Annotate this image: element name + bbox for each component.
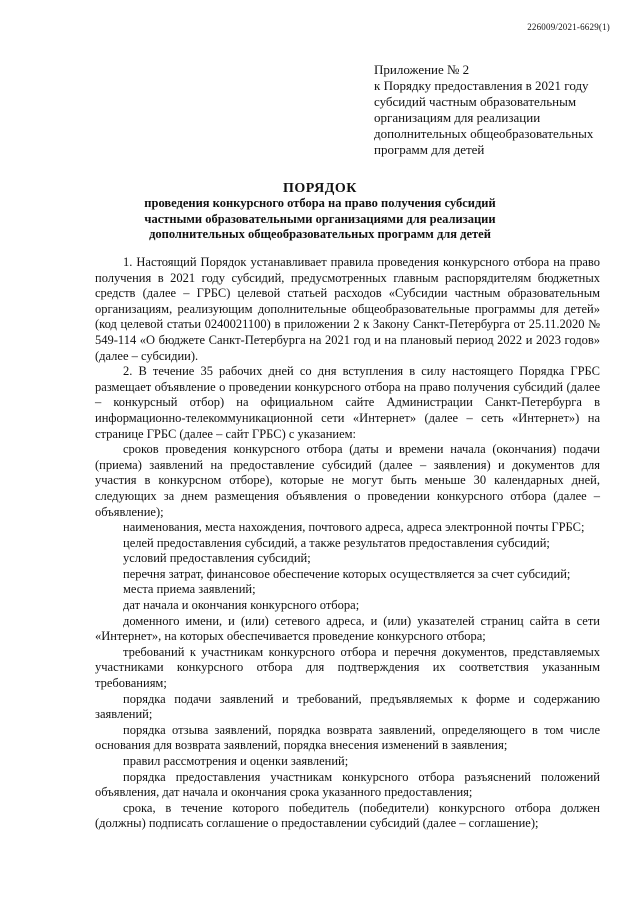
paragraph: перечня затрат, финансовое обеспечение которых осуществляется за счет субсидий; — [123, 566, 571, 581]
subtitle-line: частными образовательными организациями для реализации — [144, 211, 496, 226]
document-subtitle — [110, 196, 530, 243]
paragraph: условий предоставления субсидий; — [123, 551, 311, 566]
document-title: ПОРЯДОК — [283, 181, 357, 196]
appendix-line: организациям для реализации — [374, 110, 541, 125]
subtitle-line: проведения конкурсного отбора на право получения субсидий — [144, 196, 496, 210]
paragraph: требований к участникам конкурсного отбора и перечня документов, представляемых участниками конкурсного отбора для подтверждения их соответствия указанным требованиям; — [95, 644, 600, 691]
paragraph: порядка отзыва заявлений, порядка возврата заявлений, определяющего в том числе основания для возврата заявлений, порядка внесения изменений в заявления; — [95, 722, 600, 753]
paragraph: срока, в течение которого победитель (победители) конкурсного отбора должен (должны) подписать соглашение о предоставлении субсидий (далее – соглашение); — [95, 800, 600, 831]
paragraph: порядка подачи заявлений и требований, предъявляемых к форме и содержанию заявлений; — [95, 691, 600, 722]
appendix-line: к Порядку предоставления в 2021 году — [374, 78, 589, 93]
paragraph: 1. Настоящий Порядок устанавливает правила проведения конкурсного отбора на право получения в 2021 году субсидий, предусмотренных главным распорядителям бюджетных средств (далее – ГРБС) целевой статьей расходов «Субсидии частным образовательным организациям, реализующим дополнительные общеобразовательные программы для детей» (код целевой статьи 0240021100) в приложении 2 к Закону Санкт-Петербурга от 25.11.2020 № 549-114 «О бюджете Санкт-Петербурга на 2021 год и на плановый период 2022 и 2023 годов» (далее – субсидии). — [95, 255, 600, 363]
appendix-line: дополнительных общеобразовательных — [374, 126, 594, 141]
paragraph: правил рассмотрения и оценки заявлений; — [123, 754, 349, 768]
appendix-line: субсидий частным образовательным — [374, 94, 577, 109]
appendix-block — [374, 62, 614, 158]
paragraph: дат начала и окончания конкурсного отбора; — [123, 598, 360, 613]
document-body — [95, 255, 600, 832]
paragraph: 2. В течение 35 рабочих дней со дня вступления в силу настоящего Порядка ГРБС размещает объявление о проведении конкурсного отбора на право получения субсидий (далее – конкурсный отбор) на официальном сайте Администрации Санкт-Петербурга в информационно-телекоммуникационной сети «Интернет» (далее – сеть «Интернет») на странице ГРБС (далее – сайт ГРБС) с указанием: — [95, 364, 600, 441]
paragraph: сроков проведения конкурсного отбора (даты и времени начала (окончания) подачи (приема) заявлений на предоставление субсидий (далее – заявления) и документов для участия в конкурсном отборе), которые не могут быть меньше 30 календарных дней, следующих за днем размещения объявления о проведении конкурсного отбора (далее – объявление); — [95, 442, 600, 519]
appendix-line: программ для детей — [374, 142, 485, 157]
paragraph: доменного имени, и (или) сетевого адреса, и (или) указателей страниц сайта в сети «Интернет», на которых обеспечивается проведение конкурсного отбора; — [95, 613, 600, 644]
appendix-line: Приложение № 2 — [374, 62, 470, 77]
subtitle-line: дополнительных общеобразовательных программ для детей — [149, 227, 491, 241]
paragraph: порядка предоставления участникам конкурсного отбора разъяснений положений объявления, дат начала и окончания срока указанного предоставления; — [95, 769, 600, 800]
paragraph: места приема заявлений; — [123, 582, 256, 597]
paragraph: наименования, места нахождения, почтового адреса, адреса электронной почты ГРБС; — [123, 520, 585, 535]
paragraph: целей предоставления субсидий, а также результатов предоставления субсидий; — [123, 535, 550, 550]
document-number: 226009/2021-6629(1) — [527, 22, 610, 32]
